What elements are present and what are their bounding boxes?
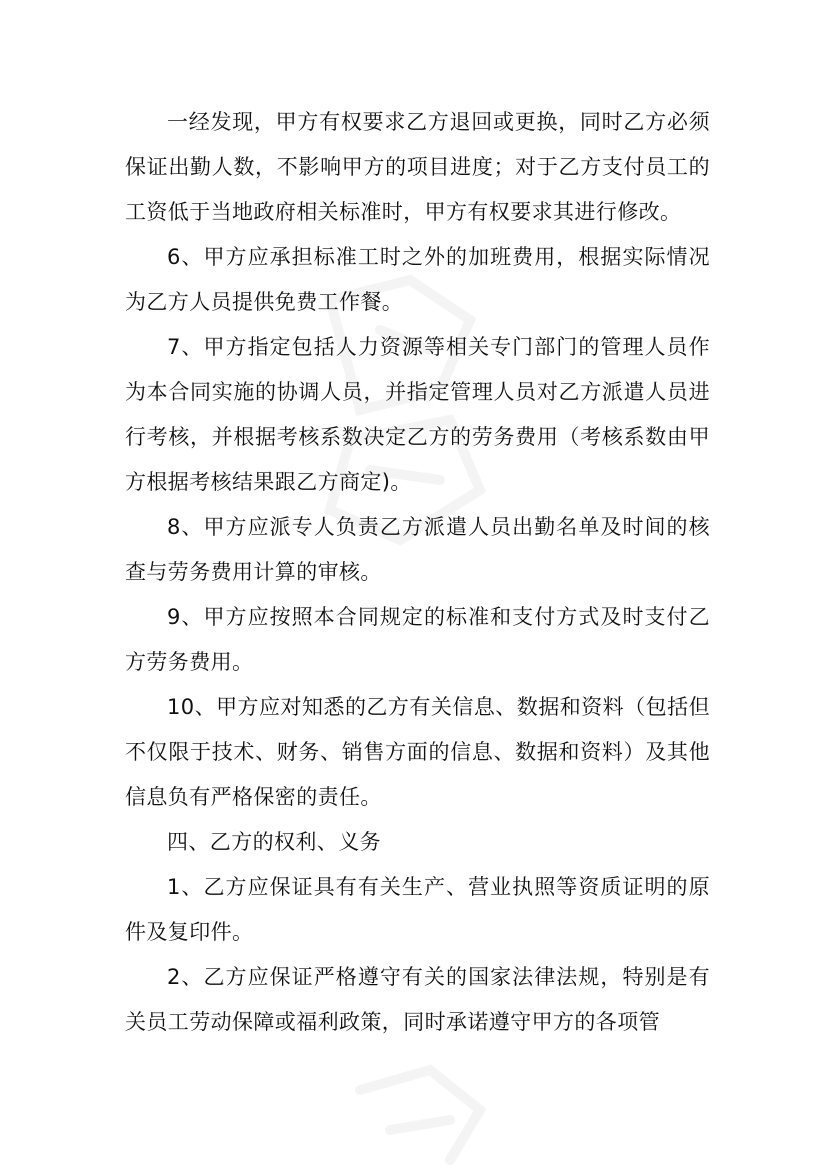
paragraph-b-item-2: 2、乙方应保证严格遵守有关的国家法律法规，特别是有关员工劳动保障或福利政策，同时承诺遵守甲方的各项管 xyxy=(125,965,710,1034)
watermark-logo-lower xyxy=(330,1050,510,1174)
paragraph-item-8: 8、甲方应派专人负责乙方派遣人员出勤名单及时间的核查与劳务费用计算的审核。 xyxy=(125,515,710,584)
paragraph-continuation: 一经发现，甲方有权要求乙方退回或更换，同时乙方必须保证出勤人数，不影响甲方的项目进度；对于乙方支付员工的工资低于当地政府相关标准时，甲方有权要求其进行修改。 xyxy=(125,110,710,224)
document-body xyxy=(125,100,710,1045)
paragraph-item-10: 10、甲方应对知悉的乙方有关信息、数据和资料（包括但不仅限于技术、财务、销售方面的信息、数据和资料）及其他信息负有严格保密的责任。 xyxy=(125,695,710,809)
paragraph-b-item-1: 1、乙方应保证具有有关生产、营业执照等资质证明的原件及复印件。 xyxy=(125,875,710,944)
paragraph-item-7: 7、甲方指定包括人力资源等相关专门部门的管理人员作为本合同实施的协调人员，并指定管理人员对乙方派遣人员进行考核，并根据考核系数决定乙方的劳务费用（考核系数由甲方根据考核结果跟乙方商定)。 xyxy=(125,335,710,494)
paragraph-item-6: 6、甲方应承担标准工时之外的加班费用，根据实际情况为乙方人员提供免费工作餐。 xyxy=(125,245,710,314)
paragraph-item-9: 9、甲方应按照本合同规定的标准和支付方式及时支付乙方劳务费用。 xyxy=(125,605,710,674)
section-heading-4: 四、乙方的权利、义务 xyxy=(167,830,381,854)
